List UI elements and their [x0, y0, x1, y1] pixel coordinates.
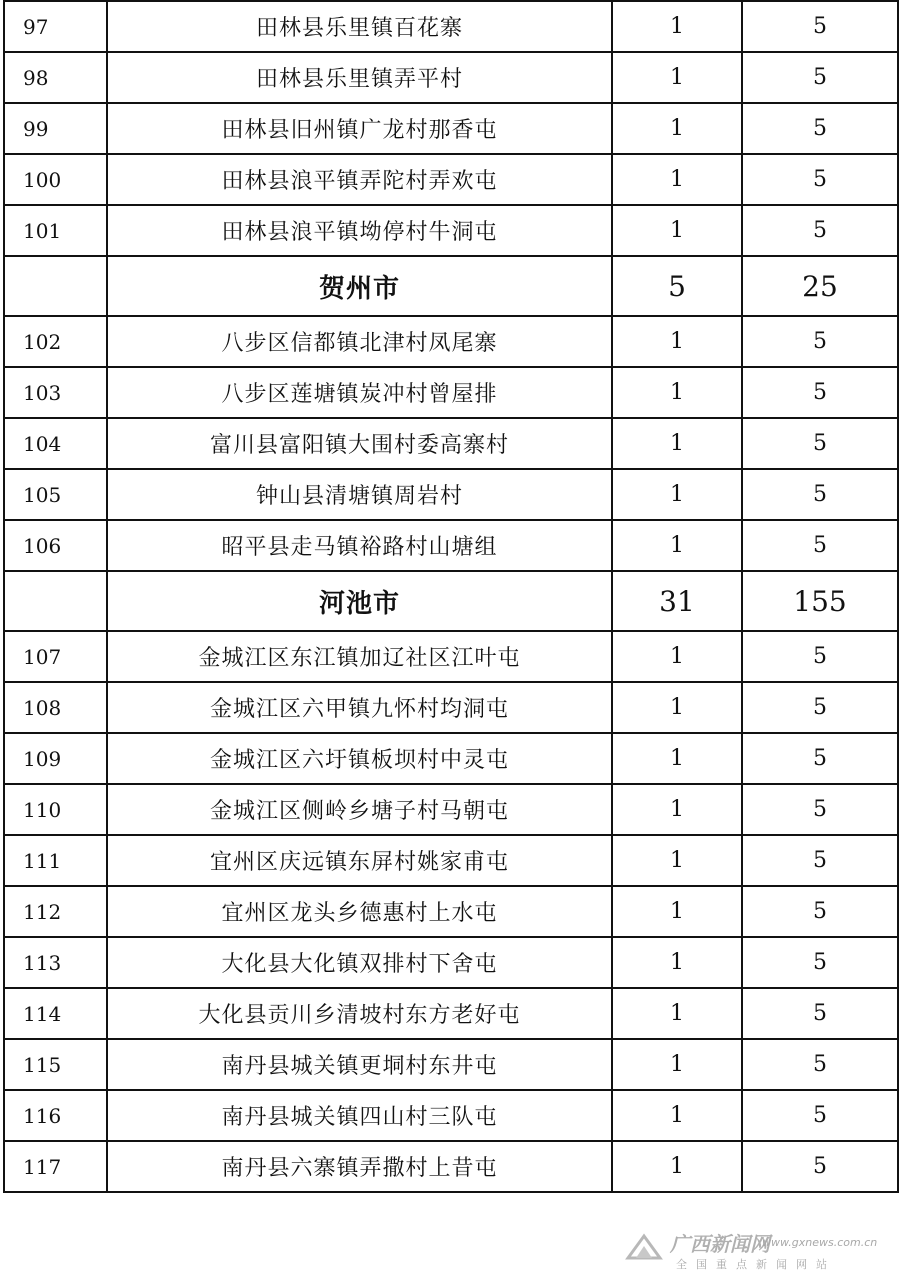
count-value: 1 — [612, 205, 742, 256]
village-name: 金城江区六甲镇九怀村均洞屯 — [107, 682, 612, 733]
amount-value: 5 — [742, 1039, 898, 1090]
amount-value: 5 — [742, 154, 898, 205]
amount-value: 5 — [742, 316, 898, 367]
city-name: 河池市 — [107, 571, 612, 631]
row-number: 97 — [4, 1, 107, 52]
count-value: 1 — [612, 316, 742, 367]
table-body — [4, 1, 898, 1192]
table-row — [4, 886, 898, 937]
village-list-table — [3, 0, 899, 1193]
village-name: 八步区信都镇北津村凤尾寨 — [107, 316, 612, 367]
row-number: 107 — [4, 631, 107, 682]
village-name: 田林县旧州镇广龙村那香屯 — [107, 103, 612, 154]
count-value: 1 — [612, 1141, 742, 1192]
watermark-url: www.gxnews.com.cn — [762, 1236, 878, 1249]
row-number: 99 — [4, 103, 107, 154]
amount-value: 5 — [742, 103, 898, 154]
count-value: 1 — [612, 682, 742, 733]
count-value: 1 — [612, 835, 742, 886]
amount-value: 5 — [742, 937, 898, 988]
count-value: 1 — [612, 52, 742, 103]
city-subtotal-row — [4, 571, 898, 631]
village-name: 金城江区侧岭乡塘子村马朝屯 — [107, 784, 612, 835]
count-value: 1 — [612, 154, 742, 205]
row-number: 100 — [4, 154, 107, 205]
row-number: 102 — [4, 316, 107, 367]
amount-value: 5 — [742, 1141, 898, 1192]
village-name: 金城江区东江镇加辽社区江叶屯 — [107, 631, 612, 682]
watermark — [624, 1228, 894, 1274]
gxnews-logo-icon — [624, 1232, 664, 1262]
row-number: 105 — [4, 469, 107, 520]
village-name: 南丹县城关镇更垌村东井屯 — [107, 1039, 612, 1090]
amount-value: 5 — [742, 886, 898, 937]
row-number: 101 — [4, 205, 107, 256]
village-name: 宜州区庆远镇东屏村姚家甫屯 — [107, 835, 612, 886]
amount-value: 155 — [742, 571, 898, 631]
amount-value: 5 — [742, 520, 898, 571]
amount-value: 5 — [742, 835, 898, 886]
table-row — [4, 733, 898, 784]
amount-value: 5 — [742, 469, 898, 520]
village-name: 钟山县清塘镇周岩村 — [107, 469, 612, 520]
row-number: 112 — [4, 886, 107, 937]
table-row — [4, 520, 898, 571]
amount-value: 5 — [742, 631, 898, 682]
amount-value: 5 — [742, 1090, 898, 1141]
count-value: 1 — [612, 1090, 742, 1141]
table-row — [4, 154, 898, 205]
watermark-site-name: 广西新闻网 — [670, 1232, 770, 1256]
count-value: 1 — [612, 784, 742, 835]
amount-value: 5 — [742, 52, 898, 103]
table-row — [4, 682, 898, 733]
row-number: 108 — [4, 682, 107, 733]
village-name: 田林县乐里镇百花寨 — [107, 1, 612, 52]
table-row — [4, 367, 898, 418]
amount-value: 5 — [742, 1, 898, 52]
village-name: 田林县乐里镇弄平村 — [107, 52, 612, 103]
row-number — [4, 256, 107, 316]
row-number — [4, 571, 107, 631]
city-name: 贺州市 — [107, 256, 612, 316]
table-row — [4, 316, 898, 367]
row-number: 106 — [4, 520, 107, 571]
count-value: 1 — [612, 520, 742, 571]
table-row — [4, 937, 898, 988]
row-number: 116 — [4, 1090, 107, 1141]
village-name: 大化县贡川乡清坡村东方老好屯 — [107, 988, 612, 1039]
row-number: 110 — [4, 784, 107, 835]
village-name: 金城江区六圩镇板坝村中灵屯 — [107, 733, 612, 784]
count-value: 1 — [612, 1, 742, 52]
amount-value: 5 — [742, 784, 898, 835]
count-value: 1 — [612, 886, 742, 937]
row-number: 104 — [4, 418, 107, 469]
count-value: 1 — [612, 988, 742, 1039]
row-number: 111 — [4, 835, 107, 886]
amount-value: 5 — [742, 418, 898, 469]
amount-value: 5 — [742, 988, 898, 1039]
count-value: 1 — [612, 469, 742, 520]
table-row — [4, 631, 898, 682]
row-number: 109 — [4, 733, 107, 784]
table-row — [4, 1, 898, 52]
row-number: 114 — [4, 988, 107, 1039]
count-value: 1 — [612, 1039, 742, 1090]
village-name: 八步区莲塘镇炭冲村曾屋排 — [107, 367, 612, 418]
table-row — [4, 988, 898, 1039]
table-row — [4, 418, 898, 469]
count-value: 1 — [612, 631, 742, 682]
table-row — [4, 835, 898, 886]
row-number: 113 — [4, 937, 107, 988]
row-number: 115 — [4, 1039, 107, 1090]
village-name: 昭平县走马镇裕路村山塘组 — [107, 520, 612, 571]
table-row — [4, 205, 898, 256]
village-name: 宜州区龙头乡德惠村上水屯 — [107, 886, 612, 937]
count-value: 5 — [612, 256, 742, 316]
table-row — [4, 52, 898, 103]
amount-value: 5 — [742, 367, 898, 418]
count-value: 1 — [612, 733, 742, 784]
amount-value: 25 — [742, 256, 898, 316]
row-number: 103 — [4, 367, 107, 418]
table-row — [4, 1141, 898, 1192]
table-row — [4, 469, 898, 520]
village-name: 大化县大化镇双排村下舍屯 — [107, 937, 612, 988]
watermark-slogan: 全国重点新闻网站 — [676, 1258, 836, 1271]
count-value: 1 — [612, 937, 742, 988]
count-value: 1 — [612, 367, 742, 418]
table-row — [4, 1090, 898, 1141]
table-row — [4, 1039, 898, 1090]
village-name: 南丹县六寨镇弄撒村上昔屯 — [107, 1141, 612, 1192]
amount-value: 5 — [742, 733, 898, 784]
village-name: 田林县浪平镇弄陀村弄欢屯 — [107, 154, 612, 205]
table-row — [4, 103, 898, 154]
village-name: 富川县富阳镇大围村委高寨村 — [107, 418, 612, 469]
village-name: 南丹县城关镇四山村三队屯 — [107, 1090, 612, 1141]
amount-value: 5 — [742, 682, 898, 733]
count-value: 31 — [612, 571, 742, 631]
row-number: 117 — [4, 1141, 107, 1192]
count-value: 1 — [612, 418, 742, 469]
city-subtotal-row — [4, 256, 898, 316]
count-value: 1 — [612, 103, 742, 154]
table-row — [4, 784, 898, 835]
amount-value: 5 — [742, 205, 898, 256]
row-number: 98 — [4, 52, 107, 103]
village-name: 田林县浪平镇坳停村牛洞屯 — [107, 205, 612, 256]
